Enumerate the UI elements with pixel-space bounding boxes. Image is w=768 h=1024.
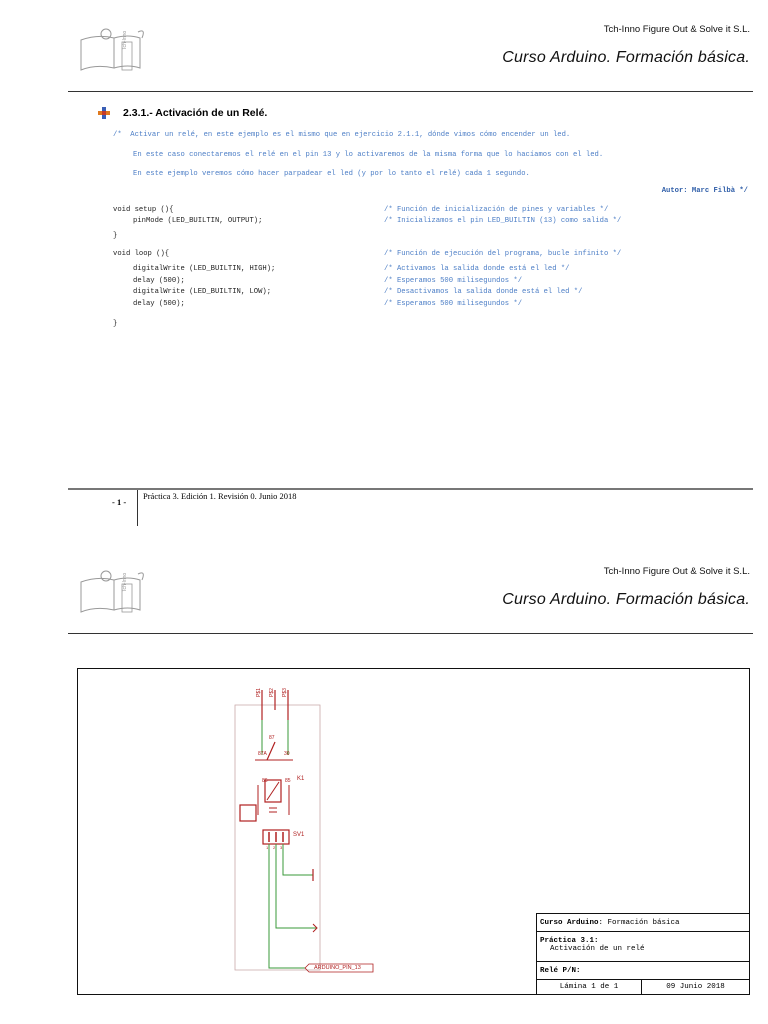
- relay-label-k1: K1: [297, 776, 305, 782]
- title-block-practice-desc: Activación de un relé: [550, 945, 645, 953]
- comment-line-3: En este ejemplo veremos cómo hacer parpadear el led (y por lo tanto el relé) cada 1 segundo.: [133, 170, 530, 178]
- comment-line-1: /* Activar un relé, en este ejemplo es el mismo que en ejercicio 2.1.1, dónde vimos cómo encender un led.: [113, 131, 571, 139]
- title-block-practice-title: Práctica 3.1:: [540, 937, 599, 945]
- code-line: digitalWrite (LED_BUILTIN, LOW);: [133, 288, 272, 296]
- title-block-date: 09 Junio 2018: [666, 983, 725, 991]
- relay-label-85: 85: [285, 778, 291, 784]
- company-name-2: Tch-Inno Figure Out & Solve it S.L.: [603, 566, 750, 577]
- relay-label-86: 86: [262, 778, 268, 784]
- title-block-course: [537, 914, 749, 932]
- code-line: digitalWrite (LED_BUILTIN, HIGH);: [133, 265, 276, 273]
- comment-line-2: En este caso conectaremos el relé en el pin 13 y lo activaremos de la misma forma que lo hacíamos con el led.: [133, 151, 604, 159]
- connector-pin-3: 3: [280, 845, 283, 850]
- code-comment: /* Desactivamos la salida donde está el led */: [384, 288, 583, 296]
- title-block-sheet: Lámina 1 de 1: [537, 980, 642, 995]
- title-block-part-number: Relé P/N:: [537, 962, 749, 980]
- switch-label-30: 30: [284, 751, 290, 757]
- code-line: pinMode (LED_BUILTIN, OUTPUT);: [133, 217, 263, 225]
- code-comment: /* Inicializamos el pin LED_BUILTIN (13) como salida */: [384, 217, 622, 225]
- connector-pin-2: 2: [273, 845, 276, 850]
- code-comment: /* Esperamos 500 milisegundos */: [384, 300, 523, 308]
- connector-pin-1: 1: [266, 845, 269, 850]
- connector-label: SV1: [293, 832, 305, 838]
- footer-page-number: - 1 -: [112, 497, 127, 507]
- footer-separator: [137, 490, 138, 526]
- code-comment: /* Activamos la salida donde está el led */: [384, 265, 570, 273]
- code-line: void setup (){: [113, 206, 174, 214]
- company-name: Tch-Inno Figure Out & Solve it S.L.: [603, 24, 750, 35]
- company-logo: [76, 26, 156, 74]
- code-line: void loop (){: [113, 250, 170, 258]
- title-block-footer-row: [537, 980, 749, 995]
- logo-text-2: Tch-Inno: [122, 572, 128, 592]
- title-block-course-rest: : Formación básica: [598, 919, 680, 927]
- footer-edition: Práctica 3. Edición 1. Revisión 0. Junio 2018: [143, 491, 297, 501]
- pin-label-3: P$3: [282, 688, 288, 697]
- title-block-course-bold: Curso Arduino: [540, 919, 599, 927]
- code-comment: /* Función de ejecución del programa, bucle infinito */: [384, 250, 622, 258]
- title-block: [536, 913, 750, 995]
- pin-label-2: P$2: [269, 688, 275, 697]
- header-rule-2: [68, 633, 753, 634]
- code-line: }: [113, 232, 118, 240]
- code-line: delay (500);: [133, 277, 185, 285]
- pin-label-1: P$1: [256, 688, 262, 697]
- title-block-practice: [537, 932, 749, 962]
- course-title: Curso Arduino. Formación básica.: [502, 49, 750, 66]
- relay-schematic: [225, 680, 385, 980]
- header-rule: [68, 91, 753, 92]
- code-line: delay (500);: [133, 300, 185, 308]
- code-comment: /* Función de inicialización de pines y variables */: [384, 206, 609, 214]
- net-label: ARDUINO_PIN_13: [314, 965, 361, 971]
- switch-label-87a: 87A: [258, 751, 267, 757]
- logo-text: Tch-Inno: [122, 30, 128, 50]
- code-comment: /* Esperamos 500 milisegundos */: [384, 277, 523, 285]
- code-author: Autor: Marc Filbà */: [661, 187, 748, 195]
- section-heading: 2.3.1.- Activación de un Relé.: [123, 107, 268, 119]
- course-title-2: Curso Arduino. Formación básica.: [502, 591, 750, 608]
- switch-label-87: 87: [269, 735, 275, 741]
- company-logo-2: [76, 568, 156, 616]
- code-line: }: [113, 320, 118, 328]
- bullet-icon: [98, 107, 110, 119]
- footer-rule: [68, 488, 753, 490]
